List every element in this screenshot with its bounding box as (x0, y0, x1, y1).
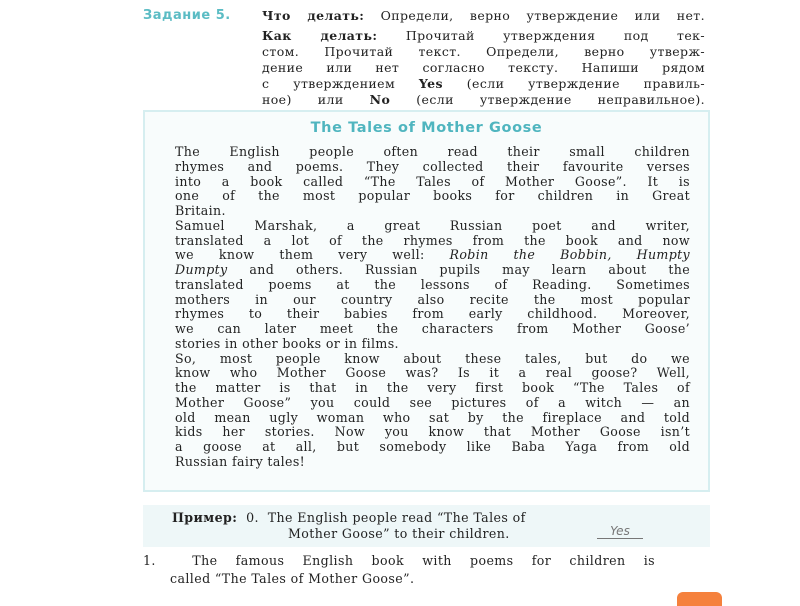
example-text-2: Mother Goose” to their children. (288, 526, 510, 541)
text-line: rhymes to their babies from early childhood. Moreover, (175, 306, 690, 322)
text-segment: and others. Russian pupils may learn about the (249, 262, 690, 277)
task-what (262, 8, 705, 24)
how-line: стом. Прочитай текст. Определи, верно утверж- (262, 44, 705, 59)
how-line: с утверждением (262, 76, 396, 91)
no-word: No (369, 92, 391, 107)
reading-text (175, 145, 690, 470)
italic-title: Dumpty (175, 262, 228, 277)
text-line: old mean ugly woman who sat by the fireplace and told (175, 409, 690, 425)
how-line: ное) или (262, 92, 344, 107)
text-line: the matter is that in the very first book “The Tales of (175, 380, 690, 395)
how-line: Прочитай утверждения под тек- (405, 28, 706, 43)
text-line: Mother Goose” you could see pictures of a witch — an (175, 394, 690, 410)
example-label: Пример: (172, 510, 238, 525)
text-line: one of the most popular books for children in Great (175, 188, 690, 204)
text-line: So, most people know about these tales, but do we (175, 350, 690, 366)
example-text: The English people read “The Tales of (267, 510, 526, 525)
text-line: rhymes and poems. They collected their favourite verses (175, 158, 690, 174)
text-line: stories in other books or in films. (175, 335, 399, 351)
text-line: translated a lot of the rhymes from the book and now (175, 232, 690, 248)
how-line: (если утверждение неправильное). (416, 92, 705, 107)
text-line: know who Mother Goose was? Is it a real goose? Well, (175, 365, 690, 381)
question-text: called “The Tales of Mother Goose”. (170, 571, 415, 586)
text-line: The English people often read their small children (175, 144, 690, 159)
text-line: a goose at all, but somebody like Baba Yaga from old (175, 439, 690, 454)
yes-word: Yes (418, 76, 443, 91)
text-line: Russian fairy tales! (175, 453, 306, 469)
italic-title: Robin the Bobbin, Humpty (449, 247, 690, 263)
how-line: дение или нет согласно тексту. Напиши рядом (262, 60, 705, 75)
text-segment: we know them very well: (175, 247, 425, 263)
text-line (175, 248, 690, 263)
text-line: Samuel Marshak, a great Russian poet and writer, (175, 217, 690, 233)
example-line (172, 510, 526, 526)
what-text: Определи, верно утверждение или нет. (380, 8, 705, 23)
example-number: 0. (246, 510, 259, 525)
how-label: Как делать: (262, 28, 378, 43)
reading-title: The Tales of Mother Goose (310, 120, 543, 136)
text-line: into a book called “The Tales of Mother Goose”. It is (175, 173, 690, 189)
text-line (175, 263, 690, 278)
what-label: Что делать: (262, 8, 365, 23)
how-line: (если утверждение правиль- (466, 76, 705, 91)
question-text: The famous English book with poems for children is (192, 553, 655, 568)
task-number: Задание 5. (143, 8, 231, 23)
example-answer: Yes (597, 524, 643, 539)
task-how (262, 28, 705, 108)
text-line: mothers in our country also recite the most popular (175, 291, 690, 307)
text-line: we can later meet the characters from Mother Goose’ (175, 321, 690, 336)
text-line: translated poems at the lessons of Reading. Sometimes (175, 276, 690, 292)
question-1 (143, 552, 655, 588)
question-number: 1. (143, 553, 156, 568)
text-line: Britain. (175, 203, 226, 218)
page-tab-marker (677, 592, 722, 606)
text-line: kids her stories. Now you know that Mother Goose isn’t (175, 424, 690, 440)
